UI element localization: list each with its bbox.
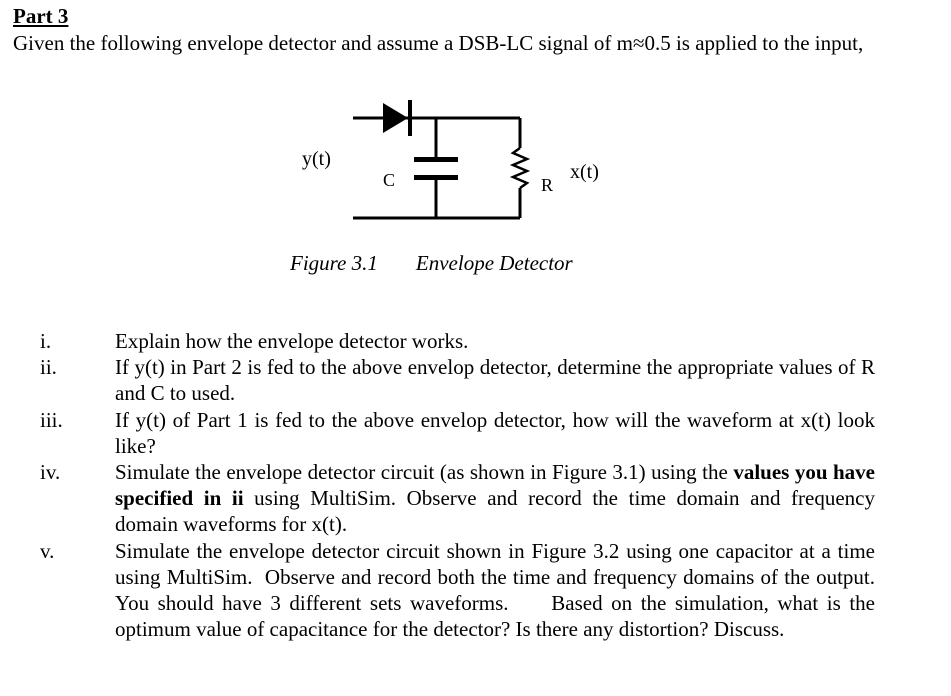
caption-title: Envelope Detector xyxy=(415,251,573,275)
item-text-start: Simulate the envelope detector circuit (as shown in Figure 3.1) using the xyxy=(115,460,734,484)
item-text-end: using MultiSim. Observe and record the time domain and frequency domain waveforms for x(t). xyxy=(115,486,875,536)
caption-number: Figure 3.1 xyxy=(290,251,378,275)
capacitor-plate-top xyxy=(414,157,458,162)
item-text: If y(t) of Part 1 is fed to the above envelop detector, how will the waveform at x(t) look like? xyxy=(115,408,875,458)
item-number: iv. xyxy=(40,460,61,484)
figure-caption xyxy=(290,250,573,276)
resistor-icon xyxy=(513,148,527,188)
item-number: ii. xyxy=(40,355,57,379)
item-text-bold: values you have specified in ii xyxy=(115,460,876,510)
resistor-label: R xyxy=(541,175,554,195)
input-label: y(t) xyxy=(302,148,331,170)
capacitor-label: C xyxy=(383,170,396,190)
envelope-detector-circuit xyxy=(0,0,951,250)
section-heading: Part 3 xyxy=(13,4,69,28)
item-number: iii. xyxy=(40,408,63,432)
output-label: x(t) xyxy=(570,161,599,183)
item-text: Simulate the envelope detector circuit shown in Figure 3.2 using one capacitor at a time using MultiSim. Observe and record both the time and frequency domains of the output. You should have 3 different sets waveforms. Based on the simulation, what is the optimum value of capacitance for the detector? Is there any distortion? Discuss. xyxy=(115,539,891,641)
capacitor-plate-bottom xyxy=(414,175,458,180)
item-number: i. xyxy=(40,329,52,353)
diode-icon xyxy=(383,103,408,133)
item-text xyxy=(115,459,875,537)
item-text: If y(t) in Part 2 is fed to the above envelop detector, determine the appropriate values of R and C to used. xyxy=(115,355,875,405)
item-text: Explain how the envelope detector works. xyxy=(115,329,469,353)
intro-paragraph: Given the following envelope detector and assume a DSB-LC signal of m≈0.5 is applied to the input, xyxy=(13,31,864,55)
item-number: v. xyxy=(40,539,55,563)
